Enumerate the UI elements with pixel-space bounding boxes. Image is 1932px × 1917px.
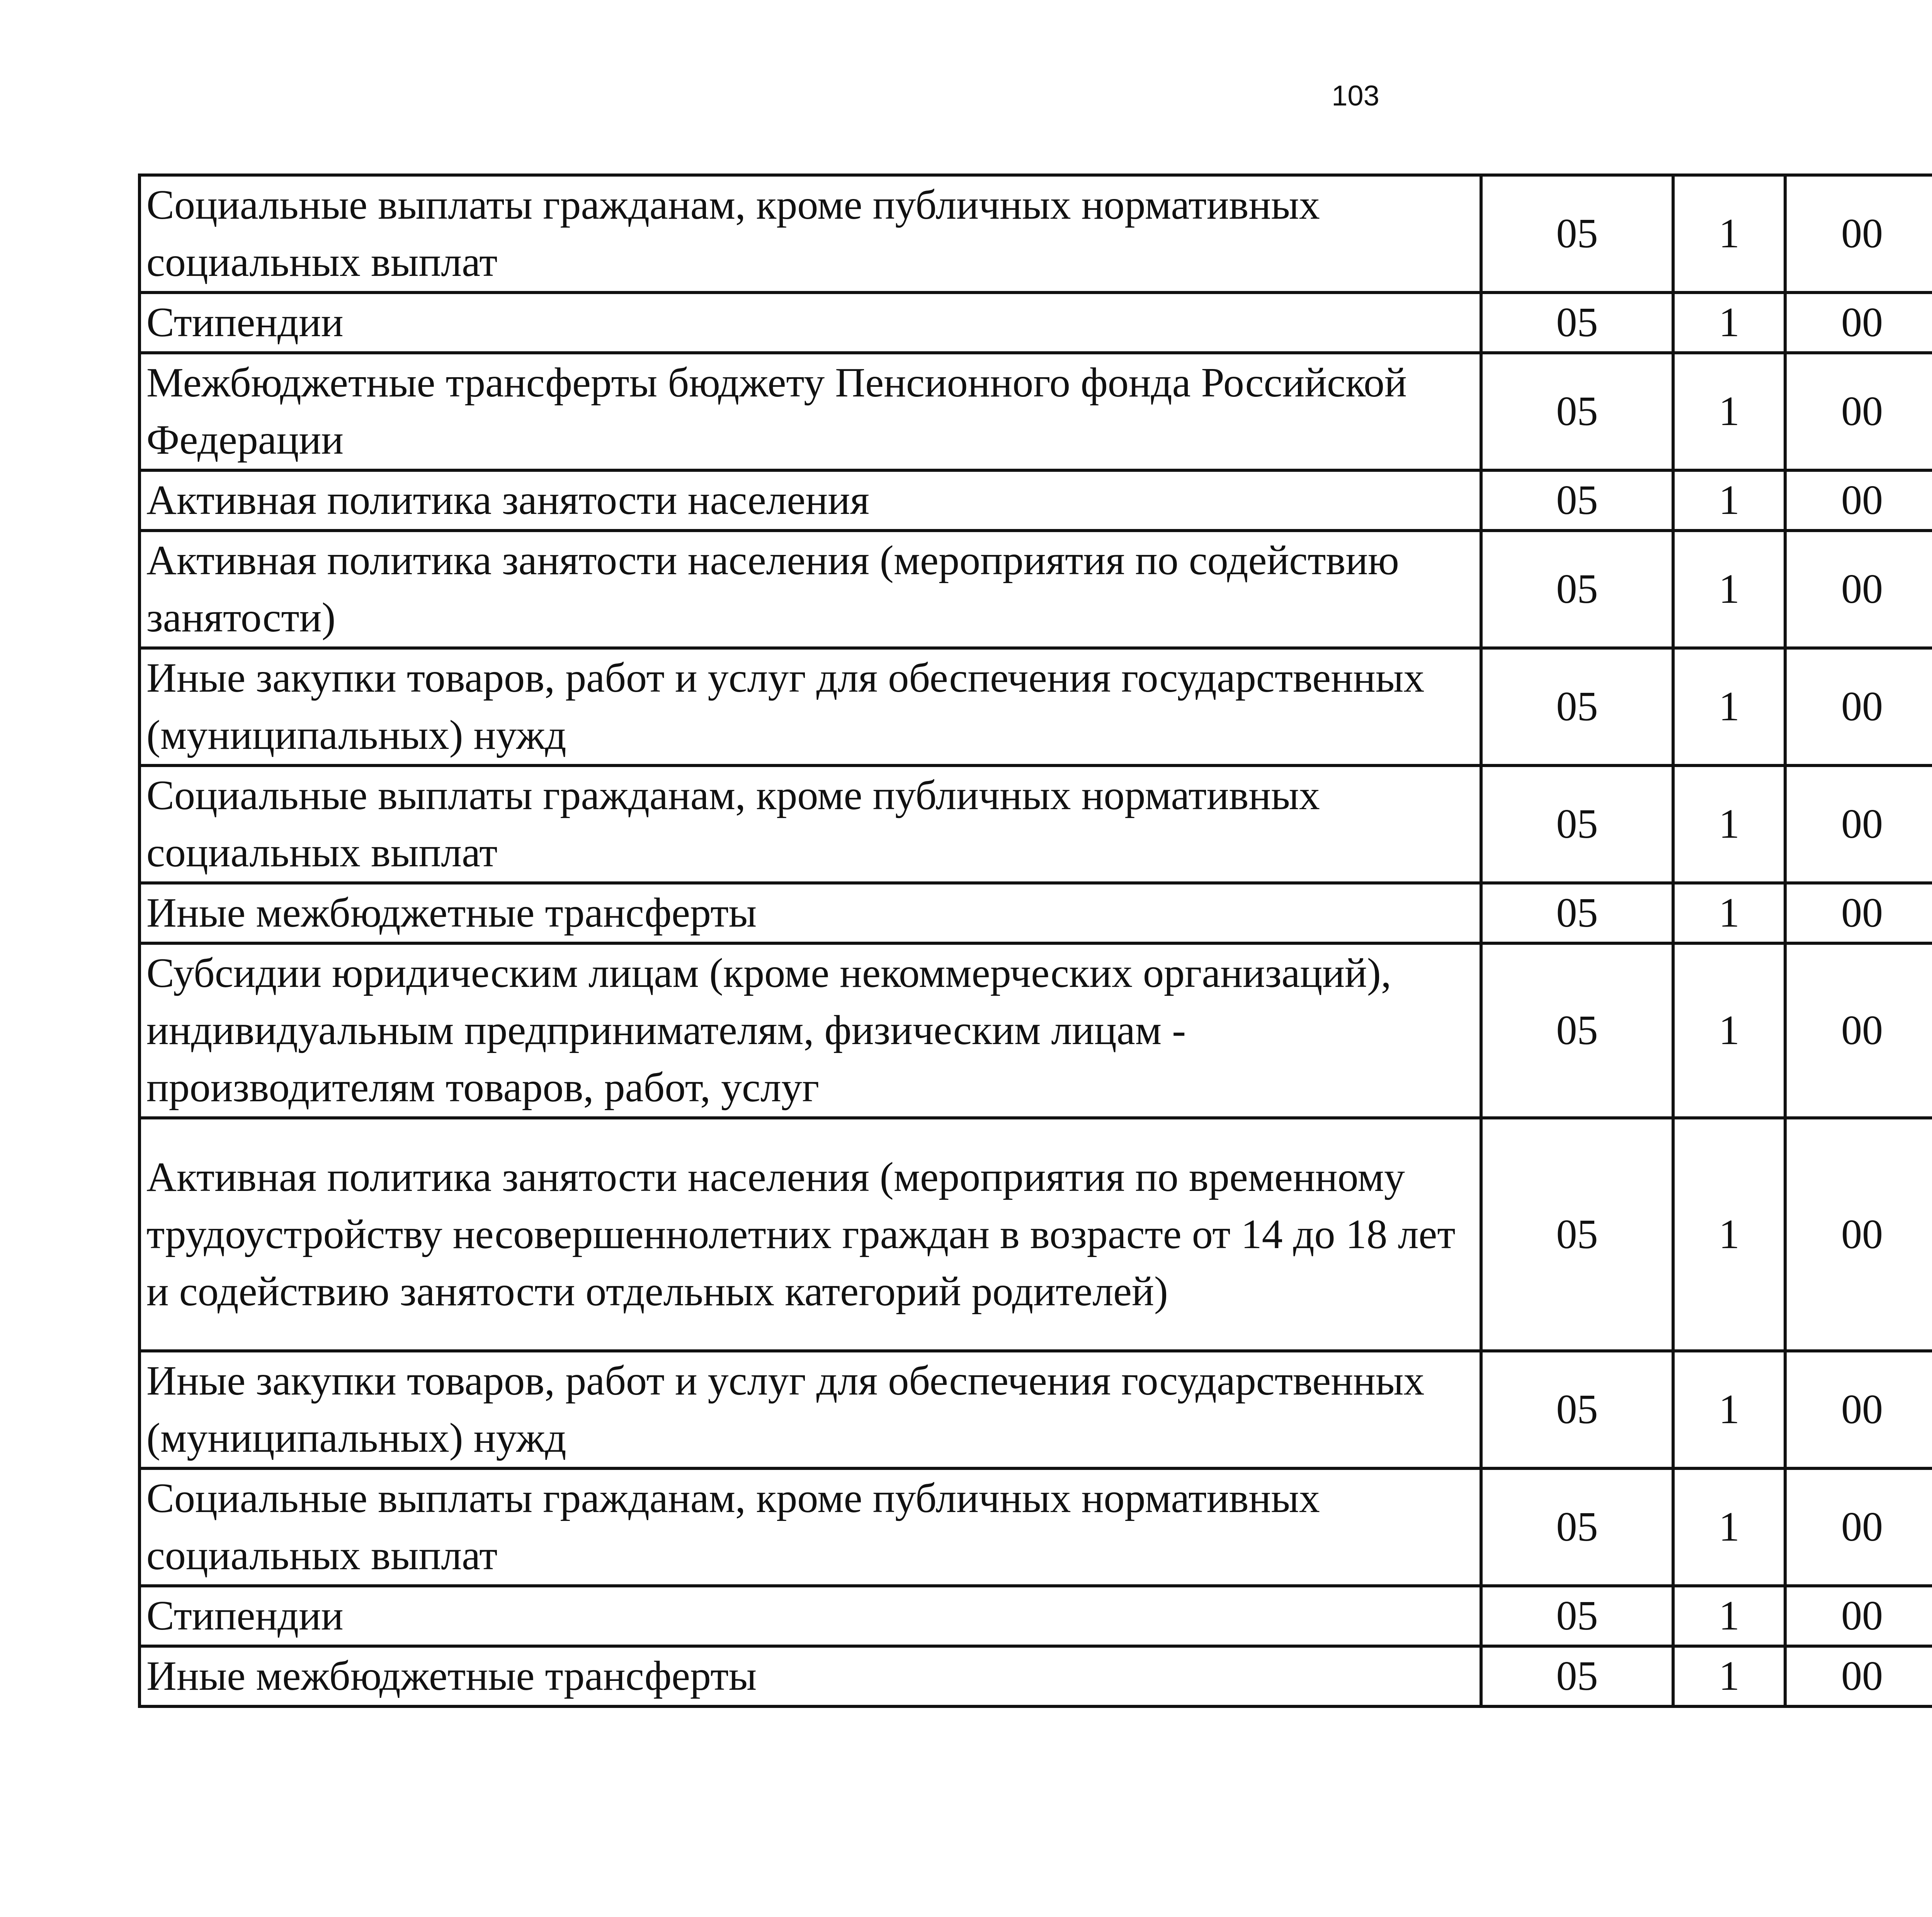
section-code: 05 <box>1481 883 1673 943</box>
section-code: 05 <box>1481 293 1673 353</box>
subprogram-code: 00 <box>1785 175 1932 293</box>
program-code: 1 <box>1673 293 1785 353</box>
section-code: 05 <box>1481 353 1673 470</box>
section-code: 05 <box>1481 1586 1673 1646</box>
item-name: Активная политика занятости населения (мероприятия по содействию занятости) <box>139 531 1481 648</box>
section-code: 05 <box>1481 943 1673 1118</box>
table-row <box>139 1586 1932 1646</box>
section-code: 05 <box>1481 765 1673 883</box>
program-code: 1 <box>1673 1118 1785 1351</box>
program-code: 1 <box>1673 175 1785 293</box>
program-code: 1 <box>1673 1646 1785 1706</box>
program-code: 1 <box>1673 883 1785 943</box>
table-row <box>139 1468 1932 1586</box>
section-code: 05 <box>1481 1118 1673 1351</box>
program-code: 1 <box>1673 470 1785 531</box>
table-row <box>139 765 1932 883</box>
table-row <box>139 175 1932 293</box>
program-code: 1 <box>1673 1468 1785 1586</box>
program-code: 1 <box>1673 353 1785 470</box>
subprogram-code: 00 <box>1785 293 1932 353</box>
subprogram-code: 00 <box>1785 353 1932 470</box>
subprogram-code: 00 <box>1785 1646 1932 1706</box>
program-code: 1 <box>1673 648 1785 765</box>
program-code: 1 <box>1673 1586 1785 1646</box>
item-name: Стипендии <box>139 1586 1481 1646</box>
table-row <box>139 1351 1932 1468</box>
subprogram-code: 00 <box>1785 470 1932 531</box>
section-code: 05 <box>1481 1351 1673 1468</box>
item-name: Иные закупки товаров, работ и услуг для обеспечения государственных (муниципальных) нужд <box>139 1351 1481 1468</box>
section-code: 05 <box>1481 531 1673 648</box>
item-name: Межбюджетные трансферты бюджету Пенсионного фонда Российской Федерации <box>139 353 1481 470</box>
subprogram-code: 00 <box>1785 943 1932 1118</box>
program-code: 1 <box>1673 1351 1785 1468</box>
item-name: Иные закупки товаров, работ и услуг для обеспечения государственных (муниципальных) нужд <box>139 648 1481 765</box>
item-name: Активная политика занятости населения <box>139 470 1481 531</box>
subprogram-code: 00 <box>1785 1118 1932 1351</box>
subprogram-code: 00 <box>1785 883 1932 943</box>
item-name: Стипендии <box>139 293 1481 353</box>
subprogram-code: 00 <box>1785 531 1932 648</box>
item-name: Социальные выплаты гражданам, кроме публичных нормативных социальных выплат <box>139 765 1481 883</box>
item-name: Субсидии юридическим лицам (кроме некоммерческих организаций), индивидуальным предпринимателям, физическим лицам - производителям товаров, работ, услуг <box>139 943 1481 1118</box>
table-row <box>139 943 1932 1118</box>
program-code: 1 <box>1673 531 1785 648</box>
section-code: 05 <box>1481 1468 1673 1586</box>
program-code: 1 <box>1673 765 1785 883</box>
table-row <box>139 353 1932 470</box>
program-code: 1 <box>1673 943 1785 1118</box>
budget-table <box>138 173 1932 1708</box>
table-row <box>139 470 1932 531</box>
item-name: Социальные выплаты гражданам, кроме публичных нормативных социальных выплат <box>139 1468 1481 1586</box>
item-name: Иные межбюджетные трансферты <box>139 1646 1481 1706</box>
subprogram-code: 00 <box>1785 648 1932 765</box>
table-row <box>139 1118 1932 1351</box>
page-number: 103 <box>1332 80 1379 112</box>
section-code: 05 <box>1481 648 1673 765</box>
table-row <box>139 293 1932 353</box>
subprogram-code: 00 <box>1785 1586 1932 1646</box>
section-code: 05 <box>1481 1646 1673 1706</box>
section-code: 05 <box>1481 175 1673 293</box>
table-row <box>139 648 1932 765</box>
section-code: 05 <box>1481 470 1673 531</box>
subprogram-code: 00 <box>1785 765 1932 883</box>
item-name: Активная политика занятости населения (мероприятия по временному трудоустройству несовершеннолетних граждан в возрасте от 14 до 18 лет и содействию занятости отдельных категорий родителей) <box>139 1118 1481 1351</box>
table-row <box>139 883 1932 943</box>
item-name: Иные межбюджетные трансферты <box>139 883 1481 943</box>
table-row <box>139 1646 1932 1706</box>
subprogram-code: 00 <box>1785 1468 1932 1586</box>
table-row <box>139 531 1932 648</box>
item-name: Социальные выплаты гражданам, кроме публичных нормативных социальных выплат <box>139 175 1481 293</box>
subprogram-code: 00 <box>1785 1351 1932 1468</box>
